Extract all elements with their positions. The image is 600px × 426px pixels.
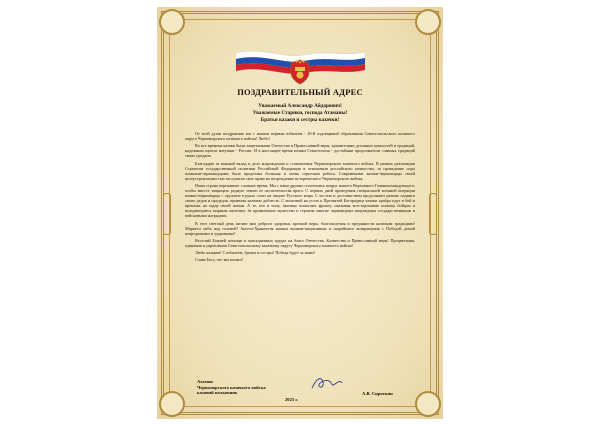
side-ornament xyxy=(429,193,437,235)
signer-title-line: казачий полковник xyxy=(197,390,238,396)
greeting-line-3: Братья казаки и сестры казачки! xyxy=(260,117,340,123)
corner-ornament xyxy=(159,9,185,35)
letter-body xyxy=(185,131,415,265)
greeting-line-1: Уважаемый Александр Айдарович! xyxy=(258,103,342,109)
body-paragraph: Наша страна переживает сложное время. Мы с вами дружно сплотились вокруг нашего Верховного Главнокомандующего, чтобы вместе защищать родную землю от посягательства врага. С первых дней проведения специальной военной операции казаки-черноморцы с оружием в руках стоят на защите Русского мира. С честью и достоинством продолжают ратные подвиги своих дедов и прадедов, проявляя казачью доблесть. С молитвой на устах к Пресвятой Богородице казаки храбро идут в бой и времени, не щадя своей жизни. А те, кто в тылу, активно помогают фронту, оказывая всестороннюю помощь бойцам и нуждающимся мирным жителям. За проявленное мужество и героизм многие черноморцы награждены государственными и войсковыми наградами. xyxy=(185,182,415,219)
body-paragraph: В этот светлый день желаю вам доброго здоровья, крепкой веры, благополучия и преданности казачьим традициям! Мирного неба над головой! Ангела-Хранителя нашим воинам-защитникам и скорейшего возвращения с Победой домой невредимыми и здоровыми! xyxy=(185,220,415,236)
document-title: ПОЗДРАВИТЕЛЬНЫЙ АДРЕС xyxy=(237,87,363,97)
body-paragraph: Во все времена казаки были защитниками Отечества и Православной веры, хранителями духовных ценностей и традиций, надежным щитом матушки - России. И в настоящее время казаки Севастополя - достойные продолжатели славных традиций своих предков. xyxy=(185,143,415,159)
certificate-sheet xyxy=(157,7,443,419)
greeting-line-2: Уважаемые Старики, господа Атаманы! xyxy=(252,110,348,116)
cossack-emblem-icon xyxy=(287,59,313,85)
body-paragraph: Благодарю за важный вклад в дело возрождения и становления Черноморского казачьего войска. В рамках реализации Стратегии государственной политики Российской Федерации в отношении российского казачества, за проведение годы казаками-черноморцами была проделана большая и очень серьезная работа. Современные казаки-черноморцы своей целеустремленностью заслужили свое право на возрождение исторического Черноморского войска. xyxy=(185,160,415,181)
corner-ornament xyxy=(415,391,441,417)
signer-title-line: Атаман xyxy=(197,379,213,384)
signer-title-line: Черноморского казачьего войска xyxy=(197,384,266,390)
body-paragraph: Слава Богу, что мы казаки! xyxy=(195,257,244,263)
body-paragraph: Веселый Божией помощи в повседневных трудах на благо Отечества, Казачества и Православной веры! Процветания, единения и укрепления Севастопольскому казачьему округу Черноморского казачьего войска! xyxy=(185,237,415,248)
corner-ornament xyxy=(415,9,441,35)
side-ornament xyxy=(163,193,171,235)
corner-ornament xyxy=(159,391,185,417)
handwritten-signature xyxy=(309,374,345,392)
document-year: 2025 г. xyxy=(285,397,299,402)
signer-name: А.В. Сироткин xyxy=(362,391,393,396)
signer-title-block xyxy=(197,379,266,396)
body-paragraph: Любо казакам! С юбилеем, братья и сестры! Победа будет за нами! xyxy=(195,250,315,256)
body-paragraph: От всей души поздравляю вас с нашим первым юбилеем - 10-й годовщиной образования Севастопольского казачьего округа Черноморского казачьего войска! Любо! xyxy=(185,131,415,142)
